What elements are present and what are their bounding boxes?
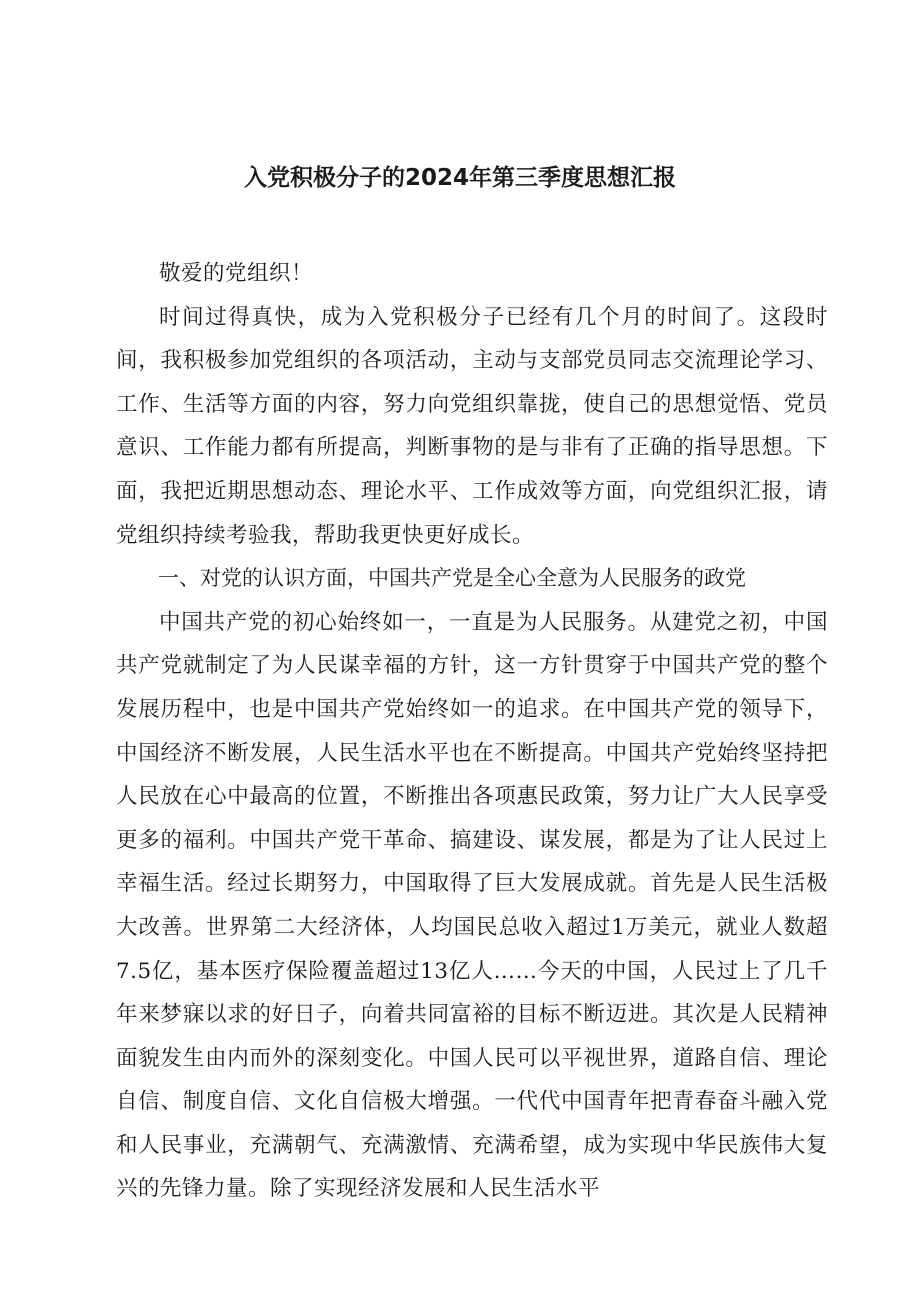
document-body: [116, 252, 828, 1211]
salutation: 敬爱的党组织！: [159, 261, 314, 286]
section-paragraph: 中国共产党的初心始终如一，一直是为人民服务。从建党之初，中国共产党就制定了为人民谋幸福的方针，这一方针贯穿于中国共产党的整个发展历程中，也是中国共产党始终如一的追求。在中国共产党的领导下，中国经济不断发展，人民生活水平也在不断提高。中国共产党始终坚持把人民放在心中最高的位置，不断推出各项惠民政策，努力让广大人民享受更多的福利。中国共产党干革命、搞建设、谋发展，都是为了让人民过上幸福生活。经过长期努力，中国取得了巨大发展成就。首先是人民生活极大改善。世界第二大经济体，人均国民总收入超过1万美元，就业人数超7.5亿，基本医疗保险覆盖超过13亿人……今天的中国，人民过上了几千年来梦寐以求的好日子，向着共同富裕的目标不断迈进。其次是人民精神面貌发生由内而外的深刻变化。中国人民可以平视世界，道路自信、理论自信、制度自信、文化自信极大增强。一代代中国青年把青春奋斗融入党和人民事业，充满朝气、充满激情、充满希望，成为实现中华民族伟大复兴的先锋力量。除了实现经济发展和人民生活水平: [116, 609, 828, 1202]
intro-paragraph: 时间过得真快，成为入党积极分子已经有几个月的时间了。这段时间，我积极参加党组织的各项活动，主动与支部党员同志交流理论学习、工作、生活等方面的内容，努力向党组织靠拢，使自己的思想觉悟、党员意识、工作能力都有所提高，判断事物的是与非有了正确的指导思想。下面，我把近期思想动态、理论水平、工作成效等方面，向党组织汇报，请党组织持续考验我，帮助我更快更好成长。: [116, 304, 828, 548]
section-heading: 一、对党的认识方面，中国共产党是全心全意为人民服务的政党: [158, 566, 746, 591]
document-title: 入党积极分子的2024年第三季度思想汇报: [243, 165, 676, 191]
